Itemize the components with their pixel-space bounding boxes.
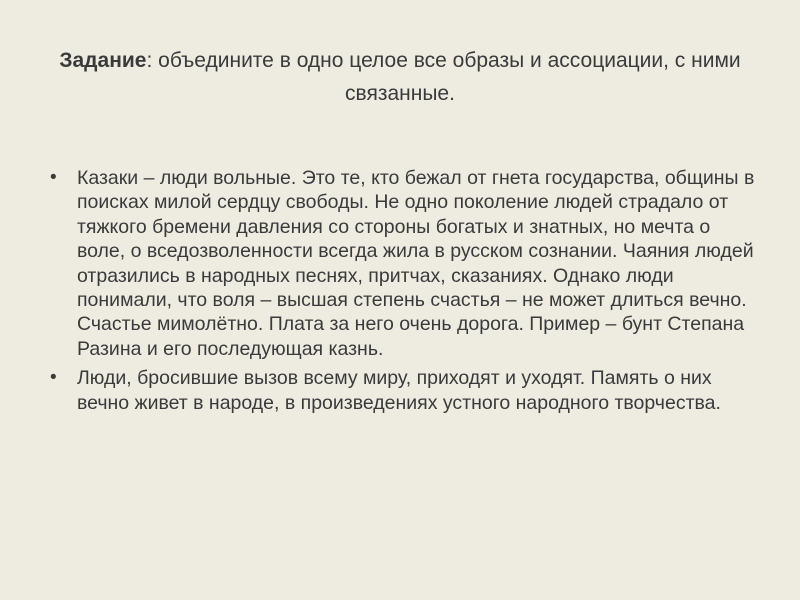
title-label: Задание — [59, 49, 147, 72]
bullet-dot-icon: • — [50, 167, 57, 188]
bullet-item — [50, 366, 760, 415]
slide-title — [40, 44, 760, 110]
bullet-text: Люди, бросившие вызов всему миру, приходят и уходят. Память о них вечно живет в народе, в произведениях устного народного творчества. — [77, 367, 721, 414]
bullet-dot-icon: • — [50, 367, 57, 389]
bullet-list — [50, 166, 760, 420]
title-text: : объедините в одно целое все образы и ассоциации, с ними связанные. — [146, 49, 741, 105]
bullet-text: Казаки – люди вольные. Это те, кто бежал от гнета государства, общины в поисках милой сердцу свободы. Не одно поколение людей страдало от тяжкого бремени давления со стороны богатых и знатных, но мечта о воле, о вседозволенности всегда жила в русском сознании. Чаяния людей отразились в народных песнях, притчах, сказаниях. Однако люди понимали, что воля – высшая степень счастья – не может длиться вечно. Счастье мимолётно. Плата за него очень дорога. Пример – бунт Степана Разина и его последующая казнь. — [77, 167, 755, 360]
bullet-item — [50, 166, 760, 361]
